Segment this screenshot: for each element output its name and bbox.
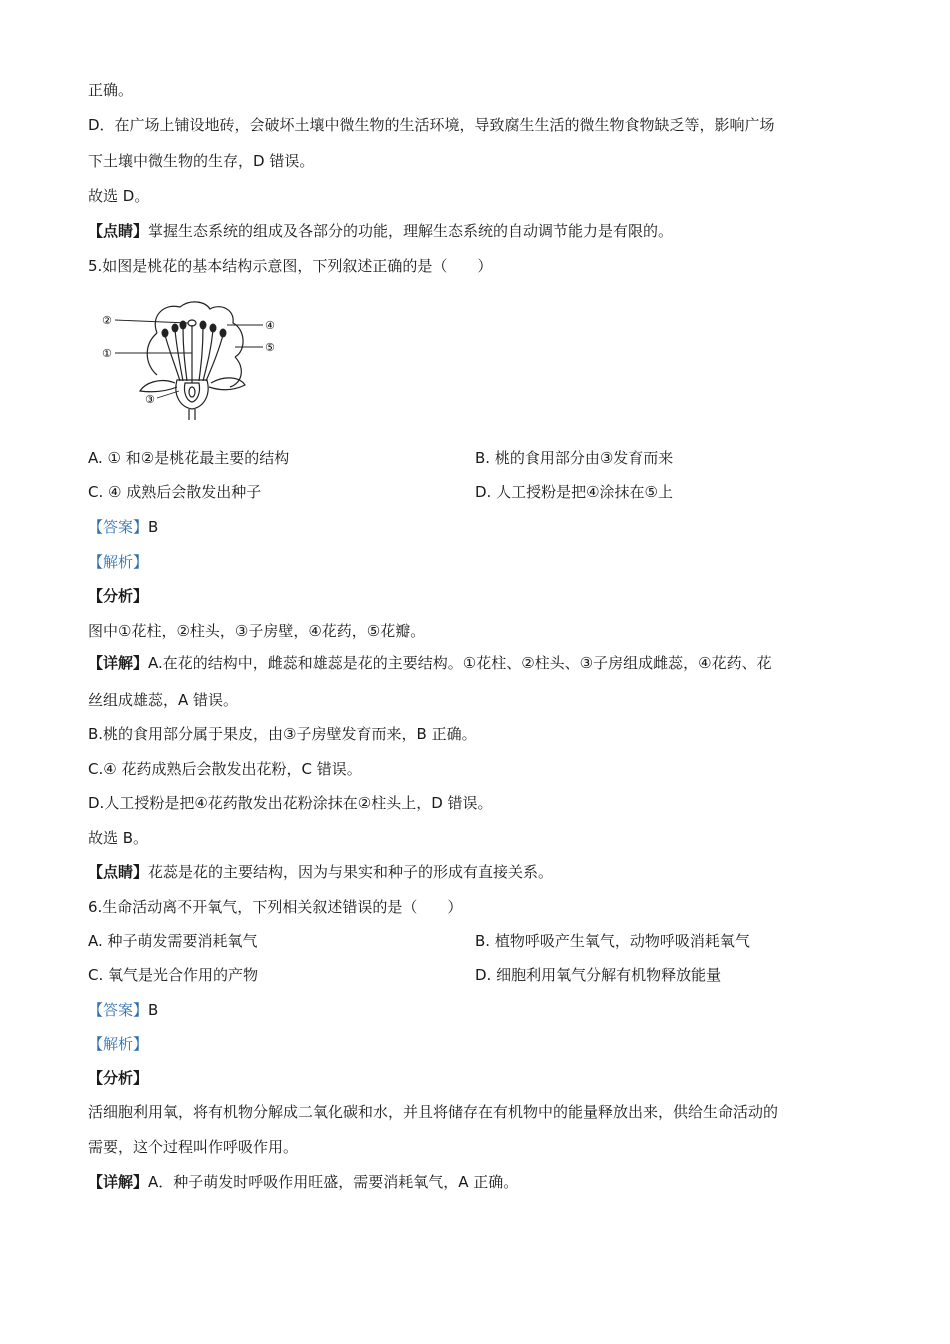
q5-option-d: D. 人工授粉是把④涂抹在⑤上 — [475, 483, 673, 501]
text-line: C.④ 花药成熟后会散发出花粉，C 错误。 — [88, 760, 362, 778]
question-5-stem: 5.如图是桃花的基本结构示意图，下列叙述正确的是（ ） — [88, 257, 493, 275]
fenxi-tag: 【分析】 — [88, 587, 149, 605]
detail-tag: 【详解】 — [88, 1173, 149, 1191]
answer-tag: 【答案】 — [88, 1001, 149, 1019]
peach-flower-figure — [95, 295, 290, 420]
detail-line — [88, 1172, 518, 1192]
fenxi-text: 图中①花柱，②柱头，③子房壁，④花药，⑤花瓣。 — [88, 622, 426, 640]
dianjing-tag: 【点睛】 — [88, 863, 149, 881]
dianjing-line — [88, 221, 673, 241]
label-2: ② — [102, 314, 112, 327]
dianjing-text: 花蕊是花的主要结构，因为与果实和种子的形成有直接关系。 — [148, 863, 554, 881]
q6-answer-line — [88, 1000, 158, 1020]
q6-option-b: B. 植物呼吸产生氧气，动物呼吸消耗氧气 — [475, 932, 750, 950]
dianjing-line — [88, 862, 553, 882]
question-6-stem: 6.生命活动离不开氧气，下列相关叙述错误的是（ ） — [88, 898, 463, 916]
text-line: 正确。 — [88, 81, 134, 99]
dianjing-tag: 【点睛】 — [88, 222, 149, 240]
text-line: 丝组成雄蕊，A 错误。 — [88, 691, 239, 709]
analysis-tag: 【解析】 — [88, 553, 149, 571]
detail-text: A．种子萌发时呼吸作用旺盛，需要消耗氧气，A 正确。 — [148, 1173, 519, 1191]
detail-text: A.在花的结构中，雌蕊和雄蕊是花的主要结构。①花柱、②柱头、③子房组成雌蕊，④花药、花 — [148, 654, 772, 672]
detail-tag: 【详解】 — [88, 654, 149, 672]
q5-option-a: A. ① 和②是桃花最主要的结构 — [88, 449, 290, 467]
fenxi-text: 需要，这个过程叫作呼吸作用。 — [88, 1138, 299, 1156]
analysis-tag: 【解析】 — [88, 1035, 149, 1053]
dianjing-text: 掌握生态系统的组成及各部分的功能，理解生态系统的自动调节能力是有限的。 — [148, 222, 674, 240]
q5-option-c: C. ④ 成熟后会散发出种子 — [88, 483, 262, 501]
label-5: ⑤ — [265, 341, 275, 354]
label-3: ③ — [145, 393, 155, 406]
answer-tag: 【答案】 — [88, 518, 149, 536]
label-1: ① — [102, 347, 112, 360]
text-line: D.人工授粉是把④花药散发出花粉涂抹在②柱头上，D 错误。 — [88, 794, 493, 812]
q5-option-b: B. 桃的食用部分由③发育而来 — [475, 449, 674, 467]
text-line: 下土壤中微生物的生存，D 错误。 — [88, 152, 315, 170]
label-4: ④ — [265, 319, 275, 332]
q6-option-d: D. 细胞利用氧气分解有机物释放能量 — [475, 966, 722, 984]
fenxi-tag: 【分析】 — [88, 1069, 149, 1087]
answer-value: B — [148, 1001, 159, 1019]
fenxi-text: 活细胞利用氧，将有机物分解成二氧化碳和水，并且将储存在有机物中的能量释放出来，供给生命活动的 — [88, 1103, 779, 1121]
text-line: 故选 B。 — [88, 829, 149, 847]
text-line: B.桃的食用部分属于果皮，由③子房壁发育而来，B 正确。 — [88, 725, 477, 743]
detail-line — [88, 653, 772, 673]
answer-value: B — [148, 518, 159, 536]
q5-answer-line — [88, 517, 158, 537]
q6-option-a: A. 种子萌发需要消耗氧气 — [88, 932, 258, 950]
text-line: D．在广场上铺设地砖，会破坏土壤中微生物的生活环境，导致腐生生活的微生物食物缺乏等，影响广场 — [88, 116, 775, 134]
text-line: 故选 D。 — [88, 187, 150, 205]
q6-option-c: C. 氧气是光合作用的产物 — [88, 966, 259, 984]
